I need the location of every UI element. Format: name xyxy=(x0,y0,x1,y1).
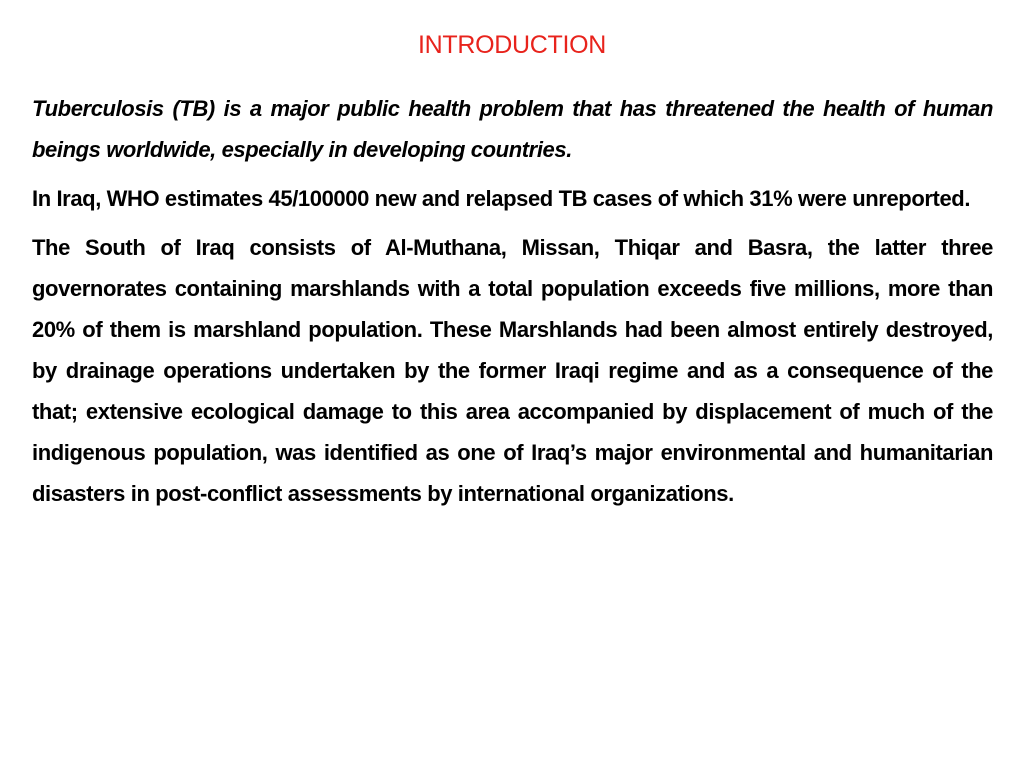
slide-title: INTRODUCTION xyxy=(417,31,607,59)
slide-body xyxy=(32,88,993,522)
paragraph-south-of-iraq: The South of Iraq consists of Al-Muthana, Missan, Thiqar and Basra, the latter three governorates containing marshlands with a total population exceeds five millions, more than 20% of them is marshland population. These Marshlands had been almost entirely destroyed, by drainage operations undertaken by the former Iraqi regime and as a consequence of the that; extensive ecological damage to this area accompanied by displacement of much of the indigenous population, was identified as one of Iraq’s major environmental and humanitarian disasters in post-conflict assessments by international organizations. xyxy=(32,235,993,506)
paragraph-iraq-who-estimate: In Iraq, WHO estimates 45/100000 new and relapsed TB cases of which 31% were unreported. xyxy=(32,186,971,211)
paragraph-tb-definition: Tuberculosis (TB) is a major public health problem that has threatened the health of human beings worldwide, especially in developing countries. xyxy=(32,96,993,162)
